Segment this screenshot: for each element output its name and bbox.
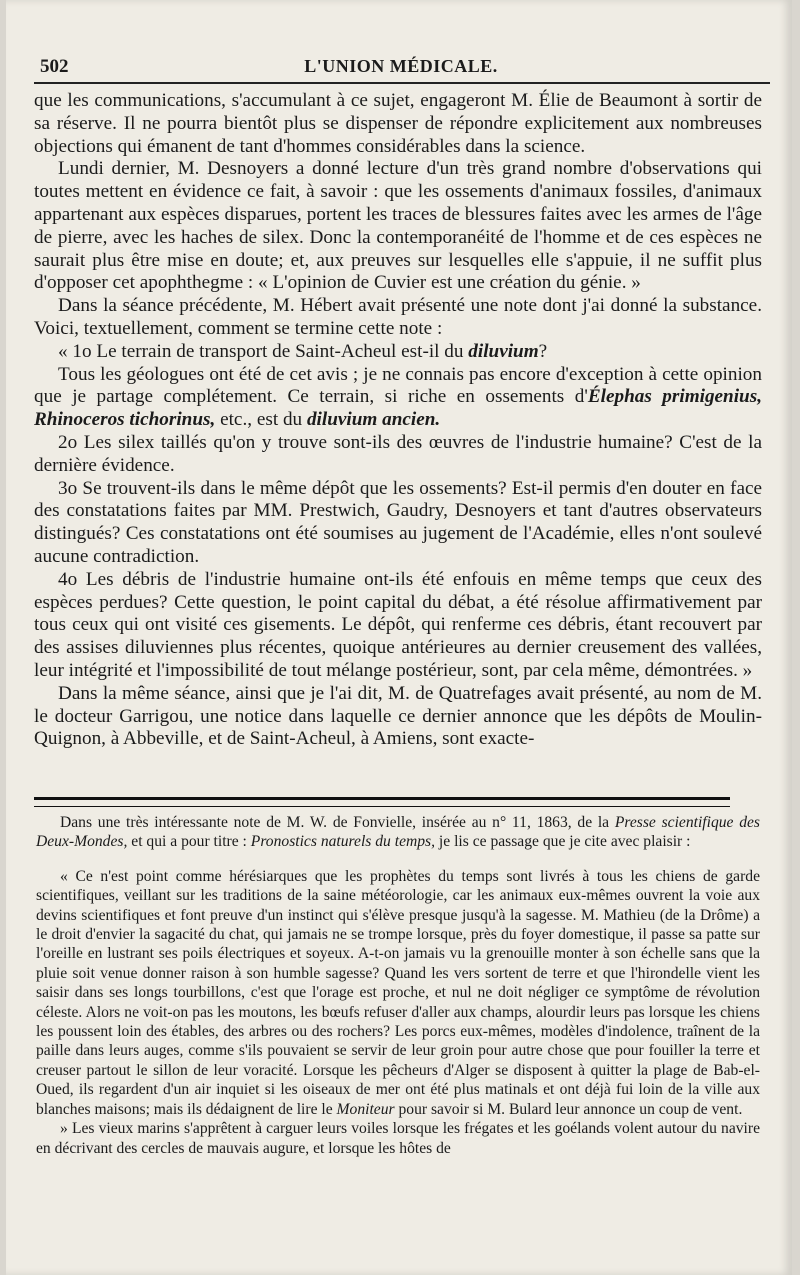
footnote <box>36 813 760 1158</box>
header-rule <box>34 82 770 84</box>
footnote-intro: Dans une très intéressante note de M. W. de Fonvielle, insérée au n° 11, 1863, de la Presse scientifique des Deux-Mondes, et qui a pour titre : Pronostics naturels du temps, je lis ce passage que je cite avec plaisir : <box>36 814 760 851</box>
footnote-separator <box>34 797 730 807</box>
footnote-quote-continued: » Les vieux marins s'apprêtent à carguer leurs voiles lorsque les frégates et les goélands volent autour du navire en décrivant des cercles de mauvais augure, et lorsque les hôtes de <box>36 1120 760 1157</box>
quote-item-2: 2o Les silex taillés qu'on y trouve sont-ils des œuvres de l'industrie humaine? C'est de la dernière évidence. <box>34 431 762 476</box>
paragraph-5: Dans la même séance, ainsi que je l'ai dit, M. de Quatrefages avait présenté, au nom de M. le docteur Garrigou, une notice dans laquelle ce dernier annonce que les dépôts de Moulin-Quignon, à Abbeville, et de Saint-Acheul, à Amiens, sont exacte- <box>34 682 762 750</box>
page-header <box>40 56 762 80</box>
quote-item-1: « 1o Le terrain de transport de Saint-Acheul est-il du diluvium? <box>58 340 548 362</box>
quote-item-4: 4o Les débris de l'industrie humaine ont-ils été enfouis en même temps que ceux des espèces perdues? Cette question, le point capital du débat, a été résolue affirmativement par tous ceux qui ont visité ces gisements. Le dépôt, qui renferme ces débris, étant recouvert par des assises diluviennes plus récentes, quoique antérieures au dernier creusement des vallées, leur intégrité et l'impossibilité de tout mélange postérieur, sont, par cela même, démontrées. » <box>34 568 762 681</box>
paragraph-3: Dans la séance précédente, M. Hébert avait présenté une note dont j'ai donné la substance. Voici, textuellement, comment se termine cette note : <box>34 295 762 339</box>
running-title: L'UNION MÉDICALE. <box>304 56 498 76</box>
paragraph-1: que les communications, s'accumulant à ce sujet, engageront M. Élie de Beaumont à sortir de sa réserve. Il ne pourra bientôt plus se dispenser de répondre explicitement aux nombreuses objections qui émanent de tant d'hommes considérables dans la science. <box>34 90 762 157</box>
paragraph-4: Tous les géologues ont été de cet avis ; je ne connais pas encore d'exception à cette opinion que je partage complétement. Ce terrain, si riche en ossements d'Élephas primigenius, Rhinoceros tichorinus, etc., est du diluvium ancien. <box>34 363 762 431</box>
page-number: 502 <box>40 56 69 77</box>
quote-item-3: 3o Se trouvent-ils dans le même dépôt que les ossements? Est-il permis d'en douter en face des constatations faites par MM. Prestwich, Gaudry, Desnoyers et tant d'autres observateurs distingués? Ces constatations ont été soumises au jugement de l'Académie, elles n'ont soulevé aucune contradiction. <box>34 477 762 567</box>
main-text <box>34 90 762 751</box>
footnote-quote: « Ce n'est point comme hérésiarques que les prophètes du temps sont livrés à tous les chiens de garde scientifiques, veillant sur les traditions de la saine météorologie, car les animaux eux-mêmes ouvrent la voie aux devins scientifiques et font preuve d'un instinct qui s'élève presque jusqu'à la sagesse. M. Mathieu (de la Drôme) a le droit d'envier la sagacité du chat, qui jamais ne se trompe lorsque, près du foyer domestique, il passe sa patte sur l'oreille en lustrant ses poils électriques et soyeux. A-t-on jamais vu la grenouille monter à son échelle sans que la pluie soit venue donner raison à son humble sagesse? Quand les vers sortent de terre et que l'hirondelle vient les saisir dans ses longs tourbillons, c'est que l'orage est proche, et nul ne doit négliger ce symptôme de révolution céleste. Alors ne voit-on pas les moutons, les bœufs refuser d'aller aux champs, alourdir leurs pas lorsque les chiens les poussent loin des étables, des arbres ou des rochers? Les porcs eux-mêmes, modèles d'indolence, traînent de la paille dans leurs auges, comme s'ils pouvaient se servir de leur groin pour autre chose que pour fouiller la terre et creuser partout le sillon de leur voracité. Lorsque les pêcheurs d'Alger se disposent à quitter la plage de Bab-el-Oued, ils regardent d'un air inquiet si les oiseaux de mer ont été plus matinals et ont déjà fui loin de la ville aux blanches maisons; mais ils dédaignent de lire le Moniteur pour savoir si M. Bulard leur annonce un coup de vent. <box>36 867 760 1118</box>
paragraph-2: Lundi dernier, M. Desnoyers a donné lecture d'un très grand nombre d'observations qui toutes mettent en évidence ce fait, à savoir : que les ossements d'animaux fossiles, d'animaux appartenant aux espèces disparues, portent les traces de blessures faites avec les armes de l'âge de pierre, avec les haches de silex. Donc la contemporanéité de l'homme et de ces espèces ne saurait plus être mise en doute; et, aux preuves sur lesquelles elle s'appuie, il ne suffit plus d'opposer cet apophthegme : « L'opinion de Cuvier est une création du génie. » <box>34 158 762 294</box>
